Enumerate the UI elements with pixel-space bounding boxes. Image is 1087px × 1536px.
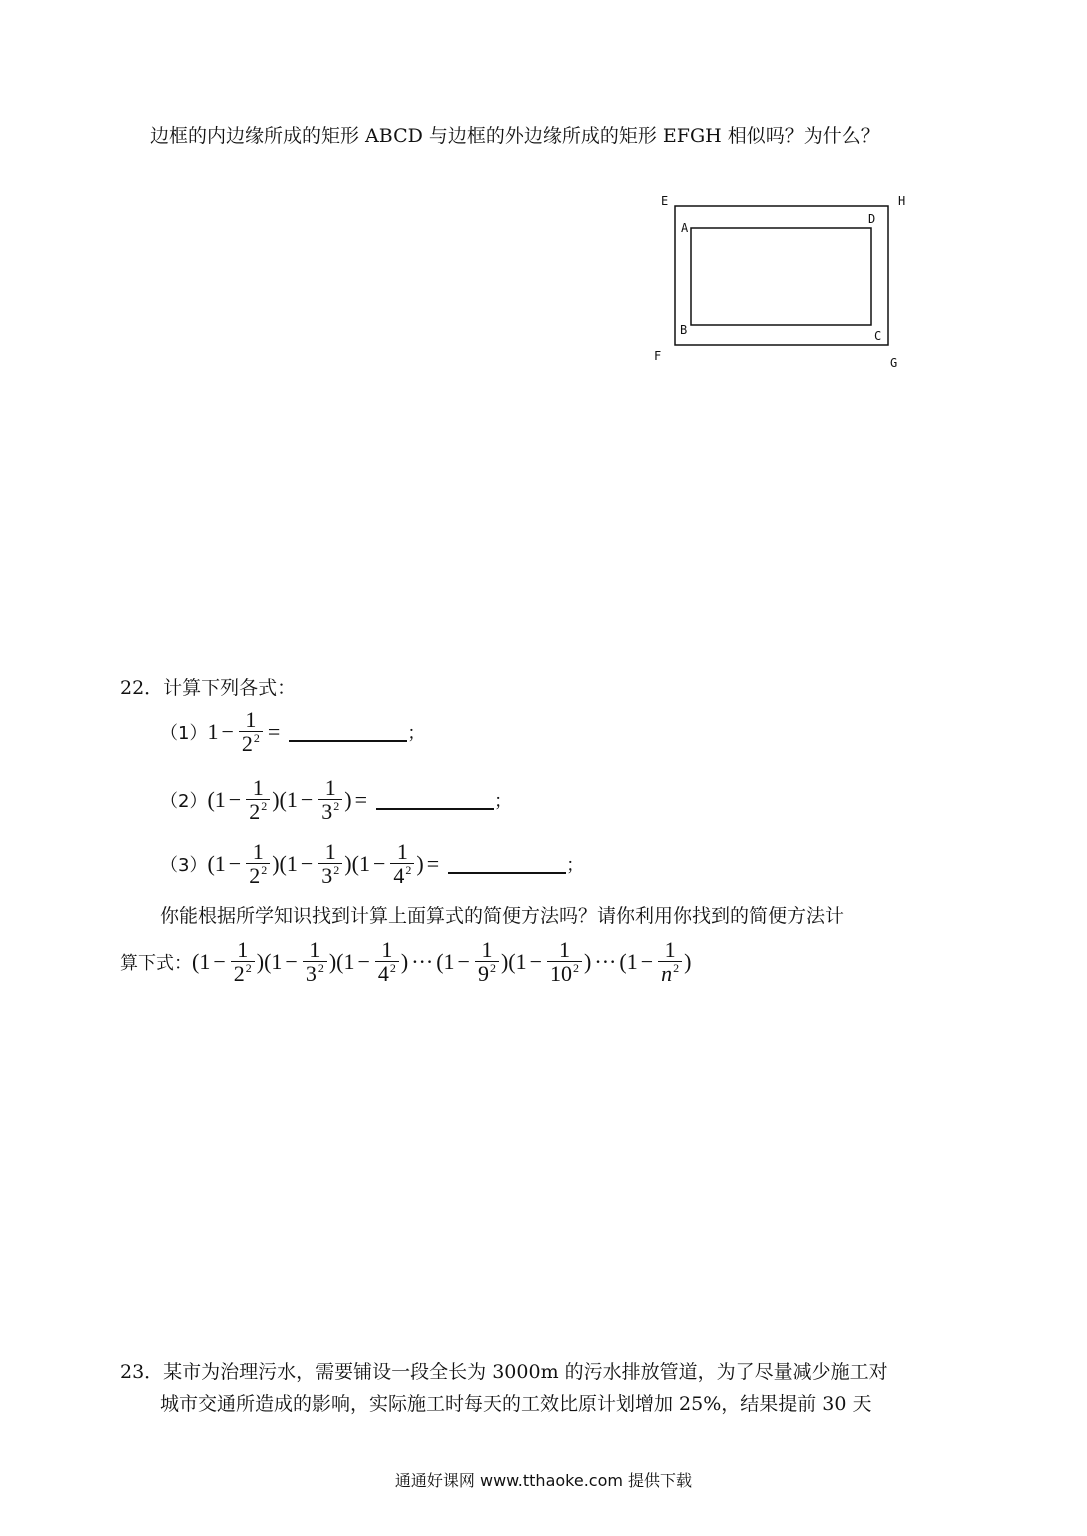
fraction: $\frac{1}{2^2}$ (246, 840, 270, 887)
q22-question: 你能根据所学知识找到计算上面算式的简便方法吗？请你利用你找到的简便方法计 (160, 905, 845, 927)
fraction: $\frac{1}{9^2}$ (475, 938, 499, 985)
q23-line1: 23．某市为治理污水，需要铺设一段全长为 3000m 的污水排放管道，为了尽量减少施工对 (120, 1361, 888, 1383)
q22-part1: （1） 1 − $\frac{1}{2^2}$ = ； (160, 707, 426, 757)
q22-part3: （3） ( 1 − $\frac{1}{2^2}$ ) ( 1 − $\frac{1}{3^2}$ ) ( 1 − $\frac{1}{4^2}$ ) = ； (160, 839, 585, 889)
fraction: $\frac{1}{10^2}$ (547, 938, 582, 985)
label-D: D (868, 212, 876, 226)
fraction: $\frac{1}{2^2}$ (246, 776, 270, 823)
calc-prefix: 算下式： (120, 952, 192, 974)
answer-blank-1[interactable] (289, 722, 407, 742)
label-H: H (898, 194, 906, 208)
fraction: $\frac{1}{3^2}$ (318, 776, 342, 823)
footer-text: 通通好课网 www.tthaoke.com 提供下载 (394, 1471, 693, 1490)
outer-rectangle-efgh (675, 206, 888, 345)
fraction: $\frac{1}{3^2}$ (303, 938, 327, 985)
q22-part2: （2） ( 1 − $\frac{1}{2^2}$ ) ( 1 − $\frac{1}{3^2}$ ) = ； (160, 775, 513, 825)
label-C: C (874, 329, 882, 343)
q22-title: 22．计算下列各式： (120, 677, 297, 699)
fraction: $\frac{1}{n^2}$ (658, 938, 682, 985)
q22-long-product: 算下式： ( 1 − $\frac{1}{2^2}$ ) ( 1 − $\frac{1}{3^2}$ ) ( 1 − $\frac{1}{4^2}$ ) ··· ( 1 − $\frac{1}{9^2}$ ) ( 1 − $\frac{1}{10^2}$ ) ··· ( 1 − $\frac{1}{n^2}$ ) (120, 937, 692, 987)
q23-line2: 城市交通所造成的影响，实际施工时每天的工效比原计划增加 25%，结果提前 30 天 (160, 1393, 872, 1415)
fraction: $\frac{1}{3^2}$ (318, 840, 342, 887)
fraction: $\frac{1}{4^2}$ (375, 938, 399, 985)
part3-label: （3） (160, 854, 208, 876)
fraction: $\frac{1}{4^2}$ (390, 840, 414, 887)
label-B: B (680, 323, 688, 337)
fraction: $\frac{1}{2^2}$ (231, 938, 255, 985)
q21-text: 边框的内边缘所成的矩形 ABCD 与边框的外边缘所成的矩形 EFGH 相似吗？为什么？ (150, 125, 880, 147)
rectangle-figure (648, 188, 928, 378)
label-E: E (661, 194, 669, 208)
part1-label: （1） (160, 722, 208, 744)
label-A: A (681, 221, 689, 235)
inner-rectangle-abcd (691, 228, 871, 325)
answer-blank-2[interactable] (376, 790, 494, 810)
part2-label: （2） (160, 790, 208, 812)
fraction: $\frac{1}{2^2}$ (239, 708, 263, 755)
answer-blank-3[interactable] (448, 854, 566, 874)
label-F: F (654, 349, 662, 363)
label-G: G (890, 356, 898, 370)
